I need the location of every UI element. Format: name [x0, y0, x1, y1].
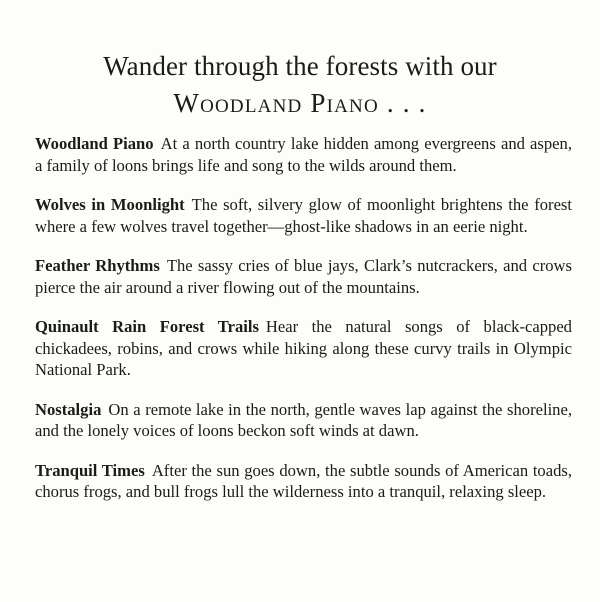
- track-title: Woodland Piano: [35, 134, 154, 153]
- track-description: On a remote lake in the north, gentle waves lap against the shoreline, and the lonely voices of loons beckon soft winds at dawn.: [35, 399, 572, 440]
- track-description: At a north country lake hidden among evergreens and aspen, a family of loons brings life and song to the wilds around them.: [35, 134, 572, 175]
- track-item: [35, 133, 572, 176]
- track-description: Hear the natural songs of black-capped chickadees, robins, and crows while hiking along these curvy trails in Olympic National Park.: [35, 317, 572, 379]
- track-description: After the sun goes down, the subtle sounds of American toads, chorus frogs, and bull frogs lull the wilderness into a tranquil, relaxing sleep.: [35, 460, 572, 501]
- album-title-heading: Woodland Piano . . .: [173, 88, 427, 118]
- heading-line-1: Wander through the forests with our: [103, 51, 497, 81]
- track-item: [35, 399, 572, 442]
- track-title: Feather Rhythms: [35, 256, 160, 275]
- track-title: Nostalgia: [35, 399, 102, 419]
- track-item: [35, 255, 572, 298]
- track-item: [35, 194, 572, 237]
- track-item: [35, 460, 572, 503]
- track-title: Quinault Rain Forest Trails: [35, 317, 259, 336]
- track-title: Tranquil Times: [35, 460, 145, 480]
- track-description: The sassy cries of blue jays, Clark’s nutcrackers, and crows pierce the air around a river flowing out of the mountains.: [35, 256, 572, 297]
- track-description: The soft, silvery glow of moonlight brightens the forest where a few wolves travel together—ghost-like shadows in an eerie night.: [35, 195, 572, 236]
- track-item: [35, 316, 572, 381]
- track-title: Wolves in Moonlight: [35, 195, 185, 214]
- track-list: [35, 133, 572, 521]
